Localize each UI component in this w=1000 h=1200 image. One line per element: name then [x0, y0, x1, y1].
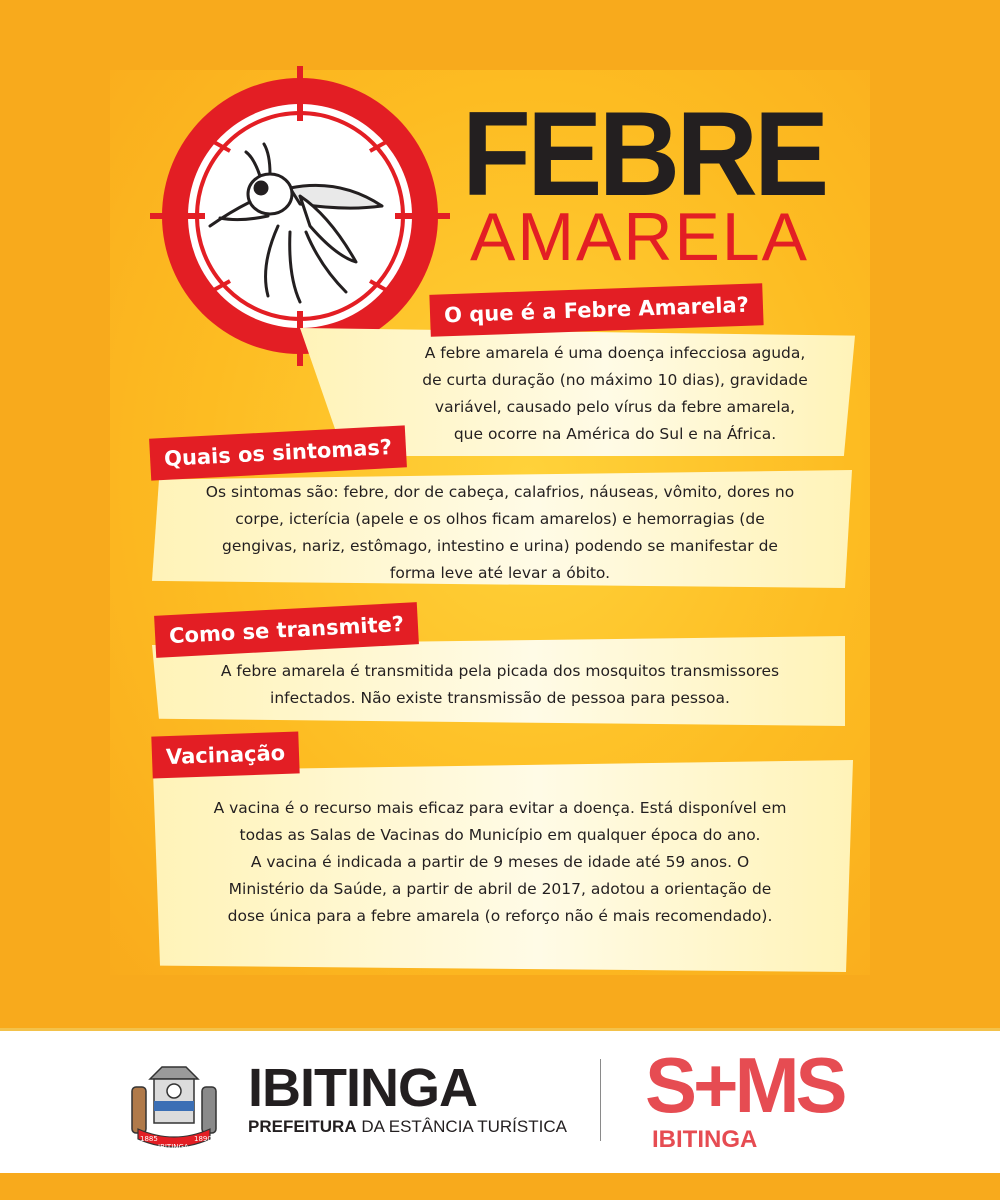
title-febre: FEBRE: [462, 87, 826, 221]
section-vaccination-heading: Vacinação: [151, 731, 299, 778]
mosquito-target-icon: [150, 66, 450, 366]
section-what-text: A febre amarela é uma doença infecciosa aguda, de curta duração (no máximo 10 dias), gravidade variável, causado pelo vírus da febre amarela, que ocorre na América do Sul e na África.: [422, 344, 808, 443]
svg-text:1885: 1885: [140, 1135, 158, 1143]
footer-bar: [0, 1028, 1000, 1173]
section-what-heading: O que é a Febre Amarela?: [429, 283, 763, 337]
svg-text:1890: 1890: [194, 1135, 212, 1143]
sams-subtitle: IBITINGA: [652, 1126, 758, 1153]
section-symptoms-text: Os sintomas são: febre, dor de cabeça, calafrios, náuseas, vômito, dores no corpe, icterícia (apele e os olhos ficam amarelos) e hemorragias (de gengivas, nariz, estômago, intestino e urina) podendo se manifestar de forma leve até levar a óbito.: [205, 483, 795, 582]
city-subtitle: PREFEITURA DA ESTÂNCIA TURÍSTICA: [248, 1117, 567, 1136]
section-transmission-heading: Como se transmite?: [154, 602, 419, 658]
city-name: IBITINGA: [248, 1058, 477, 1118]
section-transmission-text: A febre amarela é transmitida pela picada dos mosquitos transmissores infectados. Não existe transmissão de pessoa para pessoa.: [220, 662, 780, 707]
footer-divider: [600, 1059, 601, 1141]
section-vaccination-text: A vacina é o recurso mais eficaz para evitar a doença. Está disponível em todas as Salas de Vacinas do Município em qualquer época do ano. A vacina é indicada a partir de 9 meses de idade até 59 anos. O Ministério da Saúde, a partir de abril de 2017, adotou a orientação de dose única para a febre amarela (o reforço não é mais recomendado).: [213, 799, 787, 925]
svg-text:IBITINGA: IBITINGA: [158, 1143, 189, 1151]
sams-logo: S+MS: [645, 1041, 844, 1129]
title-amarela: AMARELA: [470, 199, 809, 275]
city-crest-icon: [118, 1049, 230, 1161]
section-symptoms-heading: Quais os sintomas?: [149, 425, 407, 480]
